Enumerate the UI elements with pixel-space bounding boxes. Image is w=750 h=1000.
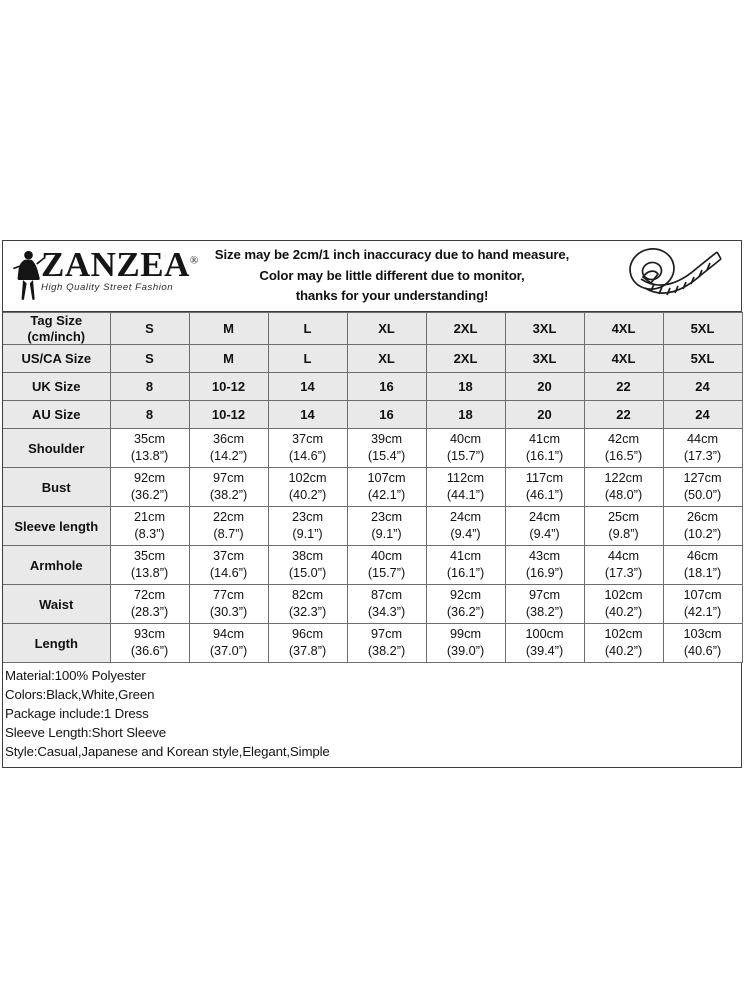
cell-value-inch: (42.1”): [367, 488, 406, 503]
cell-bust-s: [110, 468, 189, 507]
cell-value-cm: 100cm: [525, 627, 564, 642]
cell-value-inch: (9.1”): [371, 527, 402, 542]
cell-length-l: [268, 624, 347, 663]
cell-shoulder-3xl: [505, 429, 584, 468]
cell-value-inch: (37.8”): [288, 644, 327, 659]
cell-value-inch: (15.7”): [446, 449, 485, 464]
cell-tag-size-2xl: 2XL: [426, 313, 505, 345]
cell-sleeve-length-2xl: [426, 507, 505, 546]
cell-value-inch: (32.3”): [288, 605, 327, 620]
cell-bust-l: [268, 468, 347, 507]
cell-shoulder-5xl: [663, 429, 742, 468]
cell-tag-size-l: L: [268, 313, 347, 345]
cell-value-inch: (48.0”): [604, 488, 643, 503]
cell-waist-2xl: [426, 585, 505, 624]
row-label-us-ca-size: US/CA Size: [3, 345, 110, 373]
registered-trademark-icon: ®: [189, 253, 199, 266]
row-label-length: Length: [3, 624, 110, 663]
cell-value-inch: (46.1”): [525, 488, 564, 503]
cell-us-ca-5: 2XL: [426, 345, 505, 373]
cell-value-inch: (44.1”): [446, 488, 485, 503]
cell-sleeve-length-m: [189, 507, 268, 546]
cell-tag-size-5xl: 5XL: [663, 313, 742, 345]
woman-silhouette-icon: [11, 250, 45, 305]
cell-value-inch: (13.8”): [130, 449, 169, 464]
cell-waist-m: [189, 585, 268, 624]
cell-value-cm: 94cm: [212, 627, 245, 642]
cell-sleeve-length-3xl: [505, 507, 584, 546]
cell-us-ca-4: XL: [347, 345, 426, 373]
cell-value-inch: (14.6”): [209, 566, 248, 581]
cell-waist-4xl: [584, 585, 663, 624]
cell-value-inch: (34.3”): [367, 605, 406, 620]
cell-waist-5xl: [663, 585, 742, 624]
cell-value-cm: 107cm: [367, 471, 406, 486]
cell-length-4xl: [584, 624, 663, 663]
table-row-uk-size: [3, 373, 742, 401]
row-label-waist: Waist: [3, 585, 110, 624]
cell-value-cm: 96cm: [291, 627, 324, 642]
cell-tag-size-3xl: 3XL: [505, 313, 584, 345]
cell-length-m: [189, 624, 268, 663]
cell-value-inch: (17.3”): [683, 449, 722, 464]
cell-value-inch: (40.2”): [604, 605, 643, 620]
cell-value-cm: 37cm: [212, 549, 245, 564]
cell-armhole-2xl: [426, 546, 505, 585]
cell-value-cm: 97cm: [370, 627, 403, 642]
cell-value-cm: 82cm: [291, 588, 324, 603]
cell-shoulder-m: [189, 429, 268, 468]
cell-uk-8: 24: [663, 373, 742, 401]
table-row-armhole: [3, 546, 742, 585]
cell-value-cm: 22cm: [212, 510, 245, 525]
cell-uk-2: 10-12: [189, 373, 268, 401]
row-label-armhole: Armhole: [3, 546, 110, 585]
cell-armhole-s: [110, 546, 189, 585]
size-chart-card: [2, 240, 742, 768]
cell-us-ca-3: L: [268, 345, 347, 373]
cell-armhole-l: [268, 546, 347, 585]
size-table: [3, 312, 743, 663]
cell-value-cm: 103cm: [683, 627, 722, 642]
product-details: [3, 663, 741, 766]
row-label-tag-size-line2: (cm/inch): [27, 328, 86, 344]
chart-banner: [3, 241, 741, 312]
cell-length-2xl: [426, 624, 505, 663]
cell-sleeve-length-4xl: [584, 507, 663, 546]
cell-value-inch: (38.2”): [209, 488, 248, 503]
cell-uk-6: 20: [505, 373, 584, 401]
cell-value-cm: 38cm: [291, 549, 324, 564]
cell-value-inch: (28.3”): [130, 605, 169, 620]
row-label-au-size: AU Size: [3, 401, 110, 429]
cell-value-cm: 36cm: [212, 432, 245, 447]
cell-value-cm: 25cm: [607, 510, 640, 525]
cell-value-inch: (17.3”): [604, 566, 643, 581]
cell-value-cm: 44cm: [686, 432, 719, 447]
cell-value-inch: (9.4”): [529, 527, 560, 542]
cell-value-cm: 40cm: [449, 432, 482, 447]
cell-value-cm: 97cm: [212, 471, 245, 486]
cell-value-inch: (40.6”): [683, 644, 722, 659]
cell-length-3xl: [505, 624, 584, 663]
cell-waist-3xl: [505, 585, 584, 624]
cell-bust-3xl: [505, 468, 584, 507]
detail-package: Package include:1 Dress: [5, 705, 149, 721]
cell-value-cm: 26cm: [686, 510, 719, 525]
cell-value-cm: 77cm: [212, 588, 245, 603]
brand-logo: [3, 244, 199, 305]
cell-value-inch: (8.7”): [213, 527, 244, 542]
cell-value-cm: 46cm: [686, 549, 719, 564]
cell-us-ca-8: 5XL: [663, 345, 742, 373]
brand-wordmark: [41, 244, 199, 284]
cell-armhole-4xl: [584, 546, 663, 585]
cell-waist-xl: [347, 585, 426, 624]
cell-value-cm: 41cm: [449, 549, 482, 564]
cell-value-inch: (30.3”): [209, 605, 248, 620]
cell-bust-2xl: [426, 468, 505, 507]
cell-value-cm: 43cm: [528, 549, 561, 564]
cell-value-inch: (38.2”): [367, 644, 406, 659]
notice-line-3: thanks for your understanding!: [295, 288, 489, 304]
cell-value-cm: 92cm: [133, 471, 166, 486]
cell-au-3: 14: [268, 401, 347, 429]
cell-length-s: [110, 624, 189, 663]
cell-shoulder-s: [110, 429, 189, 468]
cell-value-cm: 102cm: [288, 471, 327, 486]
cell-us-ca-2: M: [189, 345, 268, 373]
cell-value-inch: (36.2”): [130, 488, 169, 503]
cell-au-1: 8: [110, 401, 189, 429]
cell-value-inch: (14.2”): [209, 449, 248, 464]
cell-value-cm: 117cm: [525, 471, 564, 486]
cell-sleeve-length-xl: [347, 507, 426, 546]
notice-line-2: Color may be little different due to monitor,: [259, 267, 525, 283]
row-label-shoulder: Shoulder: [3, 429, 110, 468]
cell-value-cm: 37cm: [291, 432, 324, 447]
detail-material: Material:100% Polyester: [5, 668, 146, 684]
row-label-tag-size: [3, 313, 110, 345]
cell-tag-size-m: M: [189, 313, 268, 345]
cell-armhole-m: [189, 546, 268, 585]
table-row-shoulder: [3, 429, 742, 468]
cell-value-inch: (16.1”): [525, 449, 564, 464]
cell-value-cm: 97cm: [528, 588, 561, 603]
cell-value-cm: 87cm: [370, 588, 403, 603]
cell-shoulder-l: [268, 429, 347, 468]
cell-uk-1: 8: [110, 373, 189, 401]
cell-value-inch: (15.0”): [288, 566, 327, 581]
cell-value-cm: 102cm: [604, 627, 643, 642]
table-row-sleeve-length: [3, 507, 742, 546]
cell-value-cm: 122cm: [604, 471, 643, 486]
row-label-tag-size-line1: Tag Size: [30, 313, 83, 328]
measuring-tape-icon: [609, 247, 741, 305]
cell-armhole-3xl: [505, 546, 584, 585]
cell-shoulder-xl: [347, 429, 426, 468]
cell-us-ca-6: 3XL: [505, 345, 584, 373]
row-label-bust: Bust: [3, 468, 110, 507]
cell-value-inch: (38.2”): [525, 605, 564, 620]
cell-us-ca-7: 4XL: [584, 345, 663, 373]
cell-bust-xl: [347, 468, 426, 507]
cell-uk-7: 22: [584, 373, 663, 401]
table-row-us-ca-size: [3, 345, 742, 373]
cell-value-cm: 93cm: [133, 627, 166, 642]
detail-colors: Colors:Black,White,Green: [5, 687, 155, 703]
cell-tag-size-4xl: 4XL: [584, 313, 663, 345]
cell-bust-5xl: [663, 468, 742, 507]
cell-au-2: 10-12: [189, 401, 268, 429]
cell-tag-size-s: S: [110, 313, 189, 345]
cell-value-cm: 23cm: [370, 510, 403, 525]
cell-value-inch: (14.6”): [288, 449, 327, 464]
cell-uk-4: 16: [347, 373, 426, 401]
cell-sleeve-length-s: [110, 507, 189, 546]
cell-value-cm: 35cm: [133, 432, 166, 447]
brand-wordmark-text: ZANZEA: [41, 244, 190, 284]
detail-sleeve-length: Sleeve Length:Short Sleeve: [5, 724, 166, 740]
cell-uk-5: 18: [426, 373, 505, 401]
cell-value-cm: 44cm: [607, 549, 640, 564]
cell-value-inch: (16.5”): [604, 449, 643, 464]
cell-value-cm: 35cm: [133, 549, 166, 564]
cell-value-inch: (8.3”): [134, 527, 165, 542]
detail-style: Style:Casual,Japanese and Korean style,Elegant,Simple: [5, 743, 330, 759]
row-label-sleeve-length: Sleeve length: [3, 507, 110, 546]
cell-value-inch: (18.1”): [683, 566, 722, 581]
cell-value-inch: (39.0”): [446, 644, 485, 659]
cell-value-inch: (42.1”): [683, 605, 722, 620]
cell-value-inch: (9.8”): [608, 527, 639, 542]
cell-value-cm: 92cm: [449, 588, 482, 603]
cell-value-cm: 39cm: [370, 432, 403, 447]
cell-au-4: 16: [347, 401, 426, 429]
cell-value-cm: 40cm: [370, 549, 403, 564]
measurement-notice: [191, 245, 609, 306]
cell-au-8: 24: [663, 401, 742, 429]
brand-tagline: High Quality Street Fashion: [41, 281, 174, 293]
cell-value-inch: (9.4”): [450, 527, 481, 542]
cell-value-inch: (39.4”): [525, 644, 564, 659]
cell-value-cm: 112cm: [446, 471, 485, 486]
table-row-bust: [3, 468, 742, 507]
cell-value-cm: 42cm: [607, 432, 640, 447]
cell-value-inch: (15.4”): [367, 449, 406, 464]
cell-armhole-5xl: [663, 546, 742, 585]
cell-value-inch: (13.8”): [130, 566, 169, 581]
cell-us-ca-1: S: [110, 345, 189, 373]
cell-armhole-xl: [347, 546, 426, 585]
cell-sleeve-length-l: [268, 507, 347, 546]
cell-bust-4xl: [584, 468, 663, 507]
cell-value-cm: 102cm: [604, 588, 643, 603]
cell-length-5xl: [663, 624, 742, 663]
cell-shoulder-4xl: [584, 429, 663, 468]
cell-value-cm: 41cm: [528, 432, 561, 447]
cell-shoulder-2xl: [426, 429, 505, 468]
cell-value-inch: (36.2”): [446, 605, 485, 620]
cell-value-inch: (16.9”): [525, 566, 564, 581]
cell-au-6: 20: [505, 401, 584, 429]
table-row-au-size: [3, 401, 742, 429]
notice-line-1: Size may be 2cm/1 inch inaccuracy due to hand measure,: [214, 247, 570, 263]
cell-bust-m: [189, 468, 268, 507]
cell-tag-size-xl: XL: [347, 313, 426, 345]
cell-au-5: 18: [426, 401, 505, 429]
table-row-length: [3, 624, 742, 663]
cell-value-cm: 127cm: [683, 471, 722, 486]
cell-value-inch: (9.1”): [292, 527, 323, 542]
cell-value-inch: (40.2”): [288, 488, 327, 503]
cell-value-inch: (16.1”): [446, 566, 485, 581]
cell-value-inch: (37.0”): [209, 644, 248, 659]
cell-value-inch: (10.2”): [683, 527, 722, 542]
cell-value-inch: (40.2”): [604, 644, 643, 659]
cell-value-inch: (36.6”): [130, 644, 169, 659]
cell-sleeve-length-5xl: [663, 507, 742, 546]
table-row-waist: [3, 585, 742, 624]
cell-value-cm: 107cm: [683, 588, 722, 603]
cell-value-inch: (15.7”): [367, 566, 406, 581]
cell-value-inch: (50.0”): [683, 488, 722, 503]
cell-value-cm: 72cm: [133, 588, 166, 603]
cell-value-cm: 21cm: [133, 510, 166, 525]
cell-uk-3: 14: [268, 373, 347, 401]
cell-value-cm: 24cm: [449, 510, 482, 525]
table-row-tag-size: [3, 313, 742, 345]
cell-value-cm: 23cm: [291, 510, 324, 525]
cell-length-xl: [347, 624, 426, 663]
row-label-uk-size: UK Size: [3, 373, 110, 401]
cell-waist-s: [110, 585, 189, 624]
cell-waist-l: [268, 585, 347, 624]
cell-value-cm: 99cm: [449, 627, 482, 642]
cell-value-cm: 24cm: [528, 510, 561, 525]
cell-au-7: 22: [584, 401, 663, 429]
